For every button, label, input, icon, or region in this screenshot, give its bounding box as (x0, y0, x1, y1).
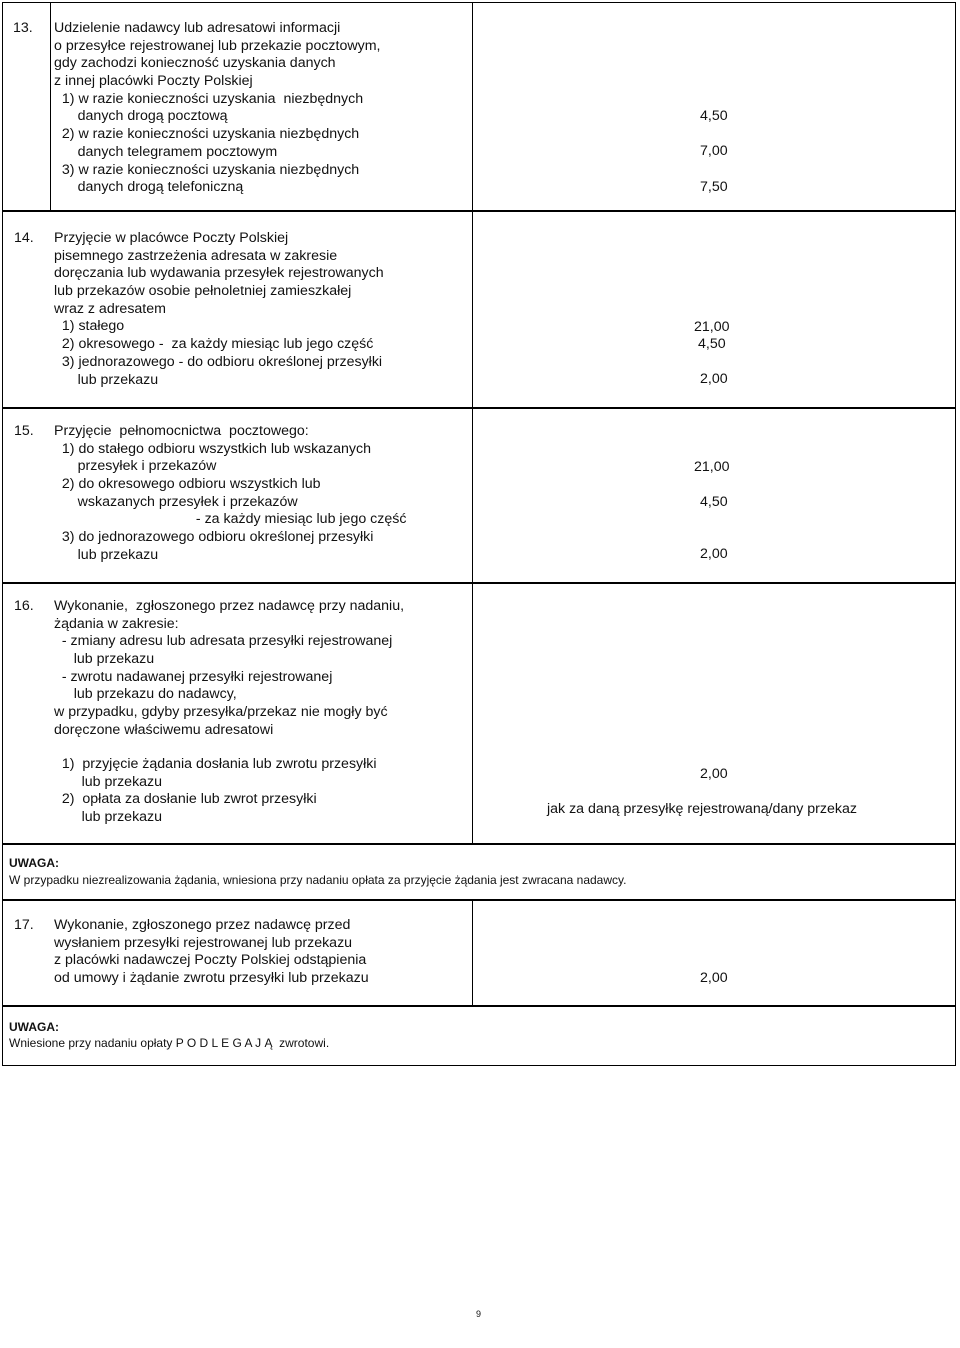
row-17-line: Wykonanie, zgłoszonego przez nadawcę przed (54, 917, 351, 933)
row-14-line: lub przekazu (54, 371, 159, 388)
row-16-line: lub przekazu do nadawcy, (54, 686, 237, 703)
row-13-number: 13. (13, 20, 33, 36)
row-14-description (54, 230, 384, 389)
row-13-line: z innej placówki Poczty Polskiej (54, 73, 253, 90)
row-13-line: danych drogą pocztową (54, 108, 228, 125)
row-13-line: o przesyłce rejestrowanej lub przekazie pocztowym, (54, 37, 381, 54)
row-16-subline: 2) opłata za dosłanie lub zwrot przesyłki (54, 791, 317, 808)
row-16-line: - zmiany adresu lub adresata przesyłki rejestrowanej (54, 633, 393, 650)
row-15-price-3: 2,00 (700, 546, 728, 562)
row-13-line: gdy zachodzi konieczność uzyskania danych (54, 55, 336, 72)
row-15-line: 1) do stałego odbioru wszystkich lub wskazanych (54, 440, 372, 457)
row-15-price-1: 21,00 (694, 459, 730, 475)
row-14-line: doręczania lub wydawania przesyłek rejestrowanych (54, 265, 384, 282)
row-16-line: - zwrotu nadawanej przesyłki rejestrowanej (54, 668, 333, 685)
row-13-line: danych drogą telefoniczną (54, 179, 244, 196)
row-13-line: danych telegramem pocztowym (54, 143, 278, 160)
row-16-subline: lub przekazu (54, 809, 163, 826)
row-13-divider-left (50, 2, 51, 211)
row-16-price-2: jak za daną przesyłkę rejestrowaną/dany przekaz (547, 801, 857, 817)
row-14-number: 14. (14, 230, 34, 246)
row-15-number: 15. (14, 423, 34, 439)
row-13-price-2: 7,00 (700, 143, 728, 159)
row-17-line: wysłaniem przesyłki rejestrowanej lub przekazu (54, 934, 353, 951)
row-16-divider (472, 583, 473, 844)
note-1-title: UWAGA: (9, 856, 59, 870)
row-14-line: pisemnego zastrzeżenia adresata w zakresie (54, 247, 338, 264)
row-15-line: 3) do jednorazowego odbioru określonej przesyłki (54, 529, 374, 546)
row-13-line: Udzielenie nadawcy lub adresatowi informacji (54, 20, 341, 36)
row-16-subline: lub przekazu (54, 773, 163, 790)
page-number: 9 (476, 1309, 482, 1319)
row-15-description (54, 423, 406, 565)
row-13-divider-right (472, 2, 473, 211)
row-14-line: 1) stałego (54, 318, 125, 335)
row-16-subline: 1) przyjęcie żądania dosłania lub zwrotu przesyłki (54, 756, 377, 772)
row-13-line: 1) w razie konieczności uzyskania niezbędnych (54, 90, 364, 107)
row-16-line: Wykonanie, zgłoszonego przez nadawcę przy nadaniu, (54, 598, 405, 614)
row-15-line: lub przekazu (54, 546, 159, 563)
row-16-line: w przypadku, gdyby przesyłka/przekaz nie mogły być (54, 704, 388, 721)
row-16-description (54, 598, 404, 740)
row-14-line: Przyjęcie w placówce Poczty Polskiej (54, 230, 289, 246)
row-14-price-1: 21,00 (694, 319, 730, 335)
row-15-line: Przyjęcie pełnomocnictwa pocztowego: (54, 423, 309, 439)
row-15-line: przesyłek i przekazów (54, 458, 217, 475)
note-2-title: UWAGA: (9, 1020, 59, 1034)
row-16-line: doręczone właściwemu adresatowi (54, 721, 274, 738)
row-16-number: 16. (14, 598, 34, 614)
row-16-line: lub przekazu (54, 651, 155, 668)
row-17-line: z placówki nadawczej Poczty Polskiej odstąpienia (54, 952, 367, 969)
row-16-price-1: 2,00 (700, 766, 728, 782)
row-14-line: lub przekazów osobie pełnoletniej zamieszkałej (54, 283, 352, 300)
row-13-line: 2) w razie konieczności uzyskania niezbędnych (54, 126, 360, 143)
row-15-line: - za każdy miesiąc lub jego część (54, 511, 407, 528)
row-14-price-2: 4,50 (698, 336, 726, 352)
note-1-text: W przypadku niezrealizowania żądania, wniesiona przy nadaniu opłata za przyjęcie żądania jest zwracana nadawcy. (9, 873, 627, 887)
row-16-sub-items (54, 756, 377, 827)
row-14-price-3: 2,00 (700, 371, 728, 387)
row-15-line: wskazanych przesyłek i przekazów (54, 493, 298, 510)
row-13-description (54, 20, 380, 197)
row-17-divider (472, 900, 473, 1006)
row-17-line: od umowy i żądanie zwrotu przesyłki lub przekazu (54, 970, 369, 987)
row-15-divider (472, 408, 473, 583)
row-14-line: 2) okresowego - za każdy miesiąc lub jego część (54, 336, 374, 353)
row-14-line: wraz z adresatem (54, 300, 166, 317)
row-13-line: 3) w razie konieczności uzyskania niezbędnych (54, 161, 360, 178)
row-13-price-1: 4,50 (700, 108, 728, 124)
row-17-description (54, 917, 369, 988)
row-14-line: 3) jednorazowego - do odbioru określonej przesyłki (54, 353, 383, 370)
note-2-text: Wniesione przy nadaniu opłaty P O D L E G A J Ą zwrotowi. (9, 1036, 330, 1050)
row-15-line: 2) do okresowego odbioru wszystkich lub (54, 476, 321, 493)
row-16-line: żądania w zakresie: (54, 615, 179, 632)
row-13-price-3: 7,50 (700, 179, 728, 195)
row-15-price-2: 4,50 (700, 494, 728, 510)
row-17-price-1: 2,00 (700, 970, 728, 986)
row-17-number: 17. (14, 917, 34, 933)
note-1-frame (2, 844, 956, 900)
row-14-divider (472, 211, 473, 408)
